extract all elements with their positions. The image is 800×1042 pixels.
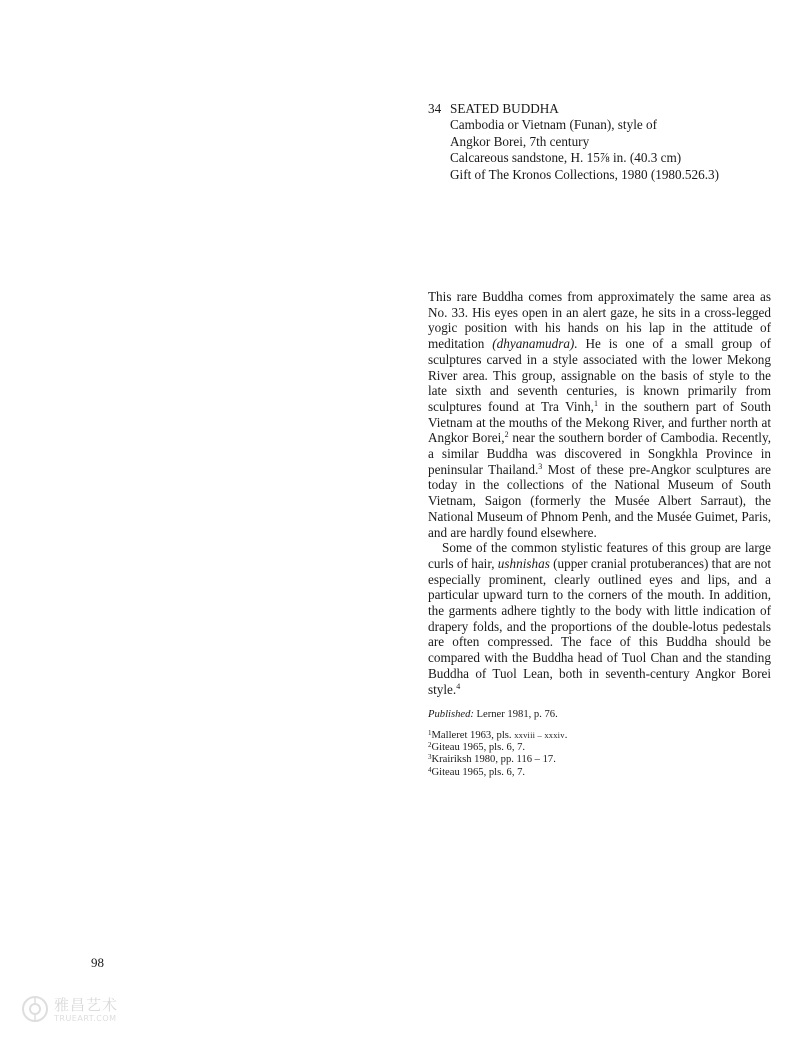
- footnote-text: .: [564, 730, 568, 741]
- footnote-ref: 2: [504, 430, 509, 440]
- watermark-en-text: TRUEART.COM: [54, 1014, 117, 1023]
- footnote-text: Malleret 1963, pls.: [431, 730, 515, 741]
- page-number: 98: [91, 955, 104, 970]
- essay-paragraph-2: [428, 540, 771, 697]
- footnote-number: 4: [428, 765, 432, 774]
- caption-origin: Cambodia or Vietnam (Funan), style of: [450, 117, 657, 133]
- essay-body: [428, 289, 771, 697]
- essay-text: Some of the common stylistic features of this group are large curls of hair,: [428, 540, 771, 571]
- essay-text: He is one of a small group of sculptures carved in a style associated with the lower Mekong River area. This group, assignable on the basis of style to the late sixth and seventh centuries, is known primarily from sculptures found at Tra Vinh,: [428, 336, 771, 414]
- footnote: [428, 729, 771, 742]
- watermark: [20, 992, 140, 1032]
- caption-credit: Gift of The Kronos Collections, 1980 (1980.526.3): [450, 166, 719, 182]
- caption-date: Angkor Borei, 7th century: [450, 133, 590, 149]
- footnote-ref: 1: [593, 398, 598, 408]
- caption-medium: Calcareous sandstone, H. 15⅞ in. (40.3 cm): [450, 150, 682, 166]
- footnote-ref: 4: [456, 681, 461, 691]
- footnote: [428, 767, 771, 779]
- essay-text: near the southern border of Cambodia. Recently, a similar Buddha was discovered in Songkhla Province in peninsular Thailand.: [428, 430, 772, 477]
- footnotes: [428, 729, 771, 779]
- footnote-number: 1: [428, 729, 432, 737]
- artwork-title: SEATED BUDDHA: [450, 101, 559, 116]
- essay-text: in the southern part of South Vietnam at the mouths of the Mekong River, and further north at Angkor Borei,: [428, 398, 771, 446]
- footnote-number: 2: [428, 741, 432, 750]
- footnote: [428, 742, 771, 754]
- published-text: Lerner 1981, p. 76.: [473, 709, 558, 720]
- footnote-plate-range: xxviii – xxxiv: [514, 730, 565, 740]
- essay-term: (dhyanamudra).: [492, 336, 578, 352]
- footnote-text: Giteau 1965, pls. 6, 7.: [431, 766, 526, 778]
- catalogue-caption: [428, 101, 768, 183]
- footnote: [428, 754, 771, 766]
- watermark-logo-icon: [20, 994, 50, 1024]
- essay-text: Most of these pre-Angkor sculptures are today in the collections of the National Museum of South Vietnam, Saigon (formerly the Musée Albert Sarraut), the National Museum of Phnom Penh, and the Musée Guimet, Paris, and are hardly found elsewhere.: [428, 461, 771, 540]
- published-reference: [428, 708, 771, 722]
- essay-text: This rare Buddha comes from approximately the same area as No. 33. His eyes open in an alert gaze, he sits in a cross-legged yogic position with his hands on his lap in the attitude of meditation: [428, 289, 771, 352]
- footnote-text: Giteau 1965, pls. 6, 7.: [431, 742, 526, 754]
- essay-text: (upper cranial protuberances) that are not especially prominent, clearly outlined eyes and lips, and a particular upward turn to the corners of the mouth. In addition, the garments adhere tightly to the body with little indication of drapery folds, and the proportions of the double-lotus pedestals are often compressed. The face of this Buddha should be compared with the Buddha head of Tuol Chan and the standing Buddha of Tuol Lean, both in seventh-century Angkor Borei style.: [428, 555, 771, 697]
- watermark-cn-text: 雅昌艺术: [54, 996, 119, 1014]
- essay-term: ushnishas: [497, 555, 550, 571]
- published-label: Published:: [428, 709, 474, 720]
- footnote-text: Krairiksh 1980, pp. 116 – 17.: [431, 754, 556, 766]
- caption-heading: [428, 101, 768, 117]
- catalogue-number: 34: [428, 101, 442, 116]
- footnote-ref: 3: [538, 461, 543, 471]
- essay-paragraph-1: [428, 289, 771, 540]
- footnote-number: 3: [428, 753, 432, 762]
